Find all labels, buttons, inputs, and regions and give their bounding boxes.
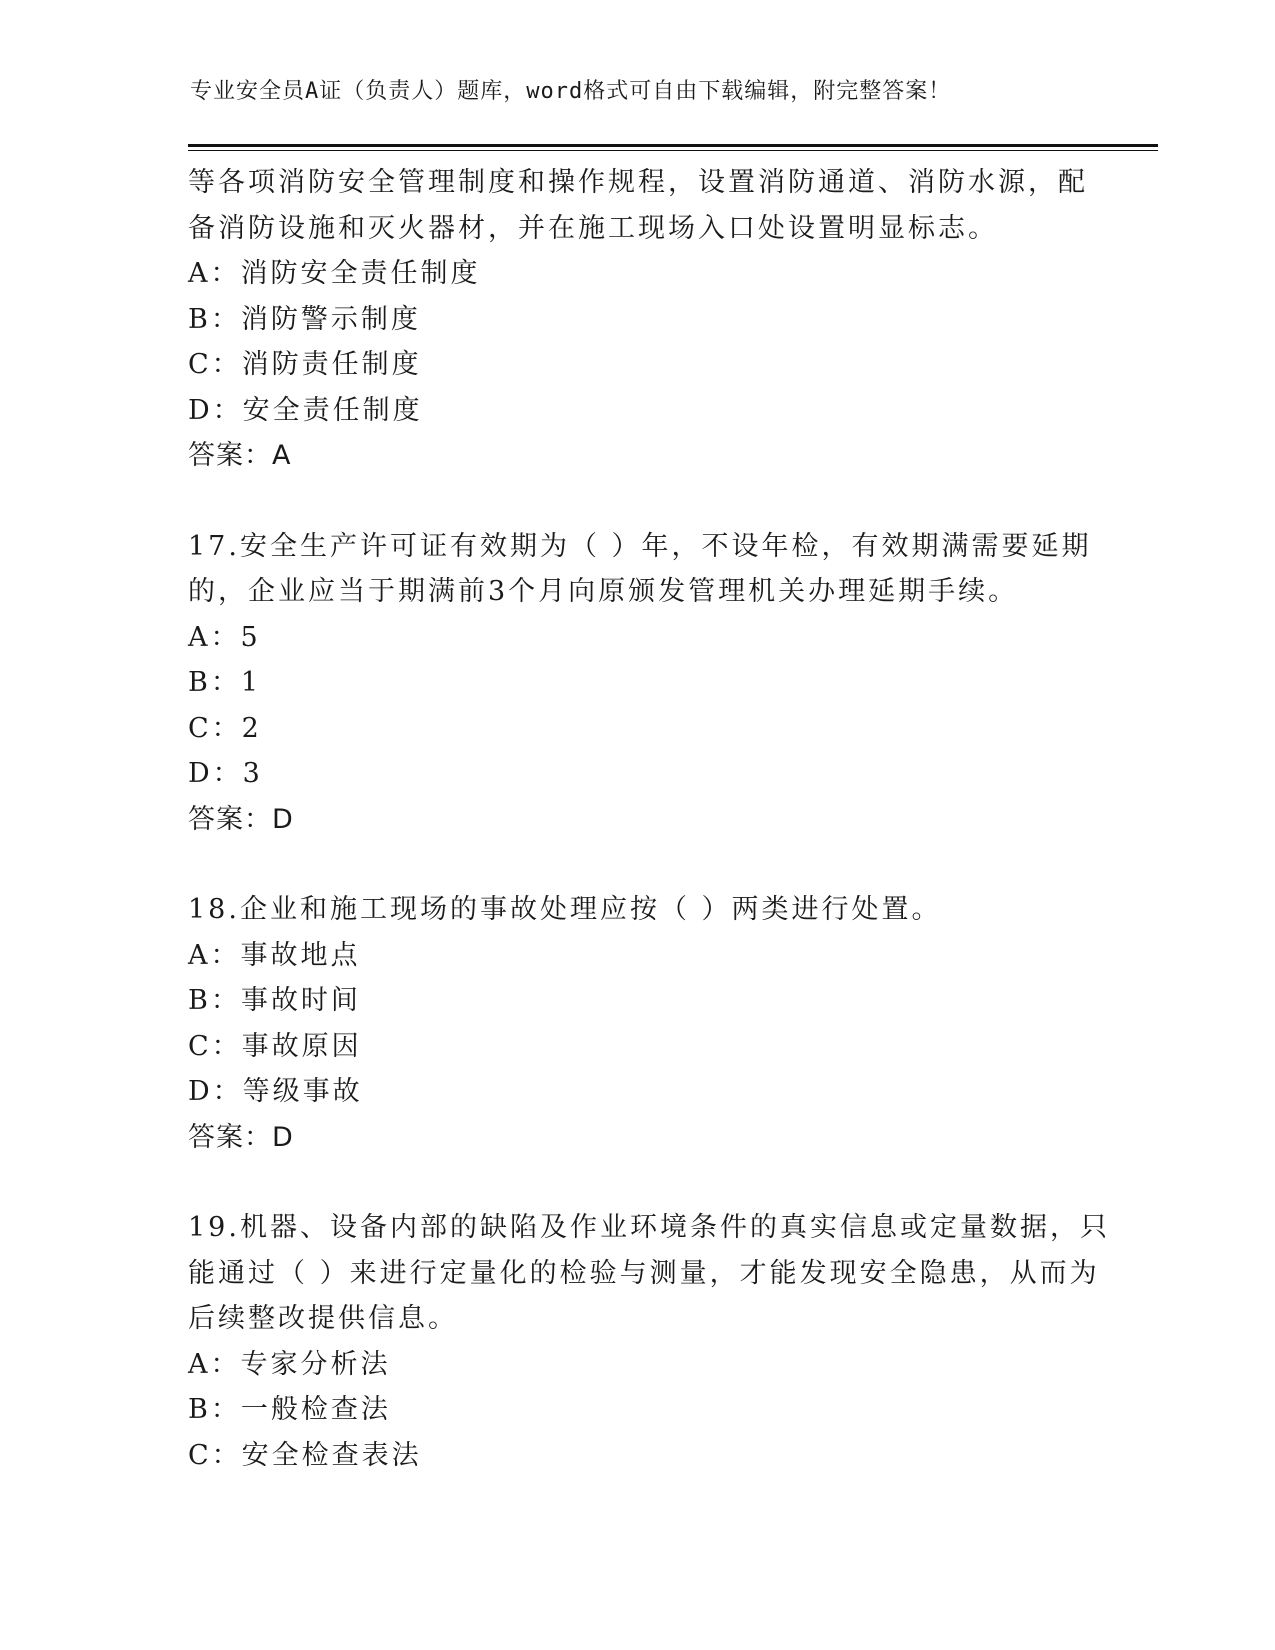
header-rule-thin	[188, 150, 1158, 151]
question-19	[188, 1205, 1110, 1478]
question-stem-line: 的，企业应当于期满前3个月向原颁发管理机关办理延期手续。	[188, 576, 1019, 607]
option-c: C：安全检查表法	[188, 1439, 422, 1471]
option-d: D：安全责任制度	[188, 394, 423, 426]
option-a: A：事故地点	[188, 939, 361, 971]
option-a: A：专家分析法	[188, 1348, 391, 1380]
page-content	[188, 160, 1110, 1478]
option-a: A：消防安全责任制度	[188, 258, 481, 289]
spacer	[188, 479, 1088, 524]
option-b: B：事故时间	[188, 985, 361, 1016]
question-stem-line: 后续整改提供信息。	[188, 1303, 458, 1334]
option-c: C：2	[188, 712, 262, 744]
option-b: B：一般检查法	[188, 1394, 391, 1425]
option-c: C：事故原因	[188, 1030, 362, 1062]
document-header: 专业安全员A证（负责人）题库，word格式可自由下载编辑，附完整答案！	[190, 79, 952, 104]
header-rule-thick	[188, 144, 1158, 147]
option-b: B：消防警示制度	[188, 303, 421, 335]
question-17	[188, 524, 1092, 843]
answer-line: 答案：D	[188, 1121, 294, 1153]
spacer	[188, 1160, 1088, 1205]
question-stem-line: 19.机器、设备内部的缺陷及作业环境条件的真实信息或定量数据，只	[188, 1212, 1110, 1243]
option-d: D：3	[188, 758, 263, 789]
question-stem-line: 17.安全生产许可证有效期为（ ）年，不设年检，有效期满需要延期	[188, 530, 1092, 562]
question-18	[188, 887, 1088, 1160]
question-stem-line: 备消防设施和灭火器材，并在施工现场入口处设置明显标志。	[188, 212, 998, 244]
spacer	[188, 842, 1088, 887]
option-a: A：5	[188, 621, 261, 653]
answer-line: 答案：A	[188, 440, 292, 471]
option-b: B：1	[188, 667, 262, 698]
question-stem-line: 能通过（ ）来进行定量化的检验与测量，才能发现安全隐患，从而为	[188, 1257, 1100, 1289]
question-stem-line: 等各项消防安全管理制度和操作规程，设置消防通道、消防水源，配	[188, 167, 1088, 198]
question-16	[188, 160, 1088, 479]
option-d: D：等级事故	[188, 1076, 363, 1107]
answer-line: 答案：D	[188, 803, 294, 835]
option-c: C：消防责任制度	[188, 349, 422, 380]
question-stem-line: 18.企业和施工现场的事故处理应按（ ）两类进行处置。	[188, 894, 942, 925]
